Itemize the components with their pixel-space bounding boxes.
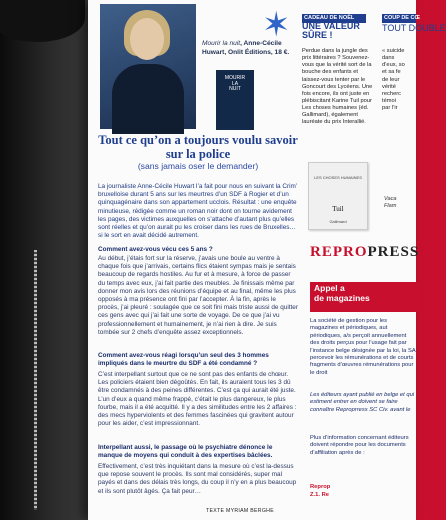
sidebar-text: « suicide dans d’eux, so et sa fe de leur vérité recherc témoi par l’ir [382, 48, 405, 111]
logo-part-2: PRESS [367, 244, 420, 260]
sidebar-text: Perdue dans la jungle des prix littéraires ? Souvenez-vous que la vérité sort de la bouche des enfants et laissez-vous tenter par le Goncourt des Lycéens. Une fois encore, ils ont juste en plébiscitant Karine Tuil pour Les choses humaines (éd. Gallimard), également lauréate du prix Interallié. [302, 48, 373, 126]
sidebar-title: TOUT DOUBLE [382, 23, 446, 33]
sidebar-coup-de-coeur [382, 0, 446, 240]
sidebar-note: Vaca Flam [384, 196, 397, 210]
section-tag: COUP DE CŒ [384, 15, 420, 21]
star-icon: ✶ [262, 6, 291, 44]
book-cover [216, 70, 254, 130]
caption-book-title: Mourir la nuit [202, 40, 241, 47]
answer-3: Effectivement, c’est très inquiétant dans la mesure où c’est la-dessus que repose souvent le procès. Ils sont mal considérés, super mal payés et dans des délais très longs, du coup il n’y en a plus beaucoup et ils sont plutôt âgés. Ça fait peur… [98, 463, 297, 495]
article-headline: Tout ce qu’on a toujours voulu savoir sur la police [98, 133, 298, 161]
answer-2: C’est interpellant surtout que ce ne sont pas des enfants de chœur. Les policiers étaient bien dégoûtés. En fait, ils auraient tous les 3 dû être condamnés à des peines différentes. C’est ça qui aurait été juste. L’un d’eux a quand même frappé, c’était le plus dangereux, le plus fourbe, mais il a été acquitté. Il y a des similitudes entre les 2 affaires : des mecs hyperviolents et des femmes fascinées qui gravitent autour pour les aider, c’est impressionnant. [98, 371, 297, 428]
ad-footer: Reprop Z.1. Re [310, 484, 331, 498]
question-3: Interpellant aussi, le passage où le psychiatre dénonce le manque de moyens qui conduit à des expertises bâclées. [98, 444, 273, 460]
sidebar-title: UNE VALEUR SÛRE ! [302, 21, 360, 41]
ad-heading: Appel a de magazines [310, 282, 420, 312]
logo-part-1: REPRO [310, 244, 368, 260]
cover-line-1: MOURIR [224, 75, 246, 81]
ad-body: La société de gestion pour les magazines et périodiques, aut périodiques, a/s perçoit annuellement des droits perçus pour l’usage fait par l’instance belge désignée par la loi, la SA percevoir les rémunérations et de courts fragments d’œuvres rémunérations pour le droit [310, 318, 416, 376]
cover-line-3: NUIT [229, 86, 241, 92]
sidebar-christmas [262, 0, 382, 230]
article-lead: La journaliste Anne-Cécile Huwart l’a fait pour nous en suivant la Crim’ bruxelloise durant 5 ans sur les meurtres d’un SDF à Rogier et d’un quinquagénaire dans son appartement ucclois. Résultat : une enquête minutieuse, rédigée comme un roman noir dont on tourne avidement les pages, des victimes auxquelles on s’attache d’autant plus qu’elles sont réelles et qu’on aurait pu les croiser dans les rues de Bruxelles… si le sort en avait décidé autrement. [98, 183, 298, 240]
ad-body-2: Plus d’information concernant éditeurs doivent répondre pour les documents d’affiliation après de : [310, 435, 409, 456]
article-credit: TEXTE MYRIAM BERGHE [206, 508, 274, 514]
face-shape [130, 18, 164, 60]
book-publisher: Gallimard [329, 219, 347, 224]
answer-1: Au début, j’étais fort sur la réserve, j’avais une boule au ventre à chaque fois que j’arrivais, certains flics étaient sympas mais je sentais beaucoup de regards hostiles. Au fur et à mesure, à force de passer du temps avec eux, j’ai fait partie des meubles. Je finissais même par donner mon avis lors des réunions d’équipe et au final, même les plus opposés à ma présence ont fini par l’accepter. À la fin, après le procès, j’ai pleuré : soulagée que ce soit fini mais triste aussi de quitter ces gens avec qui j’ai fait une sorte de voyage. De ce que j’ai vu professionnellement et humainement, je n’ai rien à dire. Je suis tombée sur 2 chefs d’enquête assez exceptionnels. [98, 255, 298, 336]
body-shape [112, 64, 184, 134]
book-author: Tuil [332, 205, 344, 213]
article-subtitle: (sans jamais oser le demander) [137, 161, 259, 171]
section-tag: CADEAU DE NOËL [302, 14, 366, 23]
cover-line-2: LA [231, 80, 239, 87]
hat-shape [0, 0, 85, 42]
question-1: Comment avez-vous vécu ces 5 ans ? [98, 246, 213, 253]
book-cover-tuil [308, 162, 368, 230]
background-photo [0, 0, 92, 520]
article-column [88, 0, 298, 520]
zipper-shape [34, 250, 37, 510]
question-2: Comment avez-vous réagi lorsqu’un seul des 3 hommes impliqués dans le meurtre du SDF a été condamné ? [98, 352, 269, 368]
magazine-page [88, 0, 446, 520]
caption-text: , Anne-Cécile Huwart, Onlit Éditions, 18 €. [202, 40, 290, 56]
reprobel-logo [310, 244, 418, 274]
book-title: LES CHOSES HUMAINES [314, 175, 362, 180]
author-photo [100, 4, 196, 129]
ad-italic: Les éditeurs ayant publié en belge et qui estiment entrer en doivent se faire connaître Reproprress SC Civ. avant le [310, 392, 415, 413]
